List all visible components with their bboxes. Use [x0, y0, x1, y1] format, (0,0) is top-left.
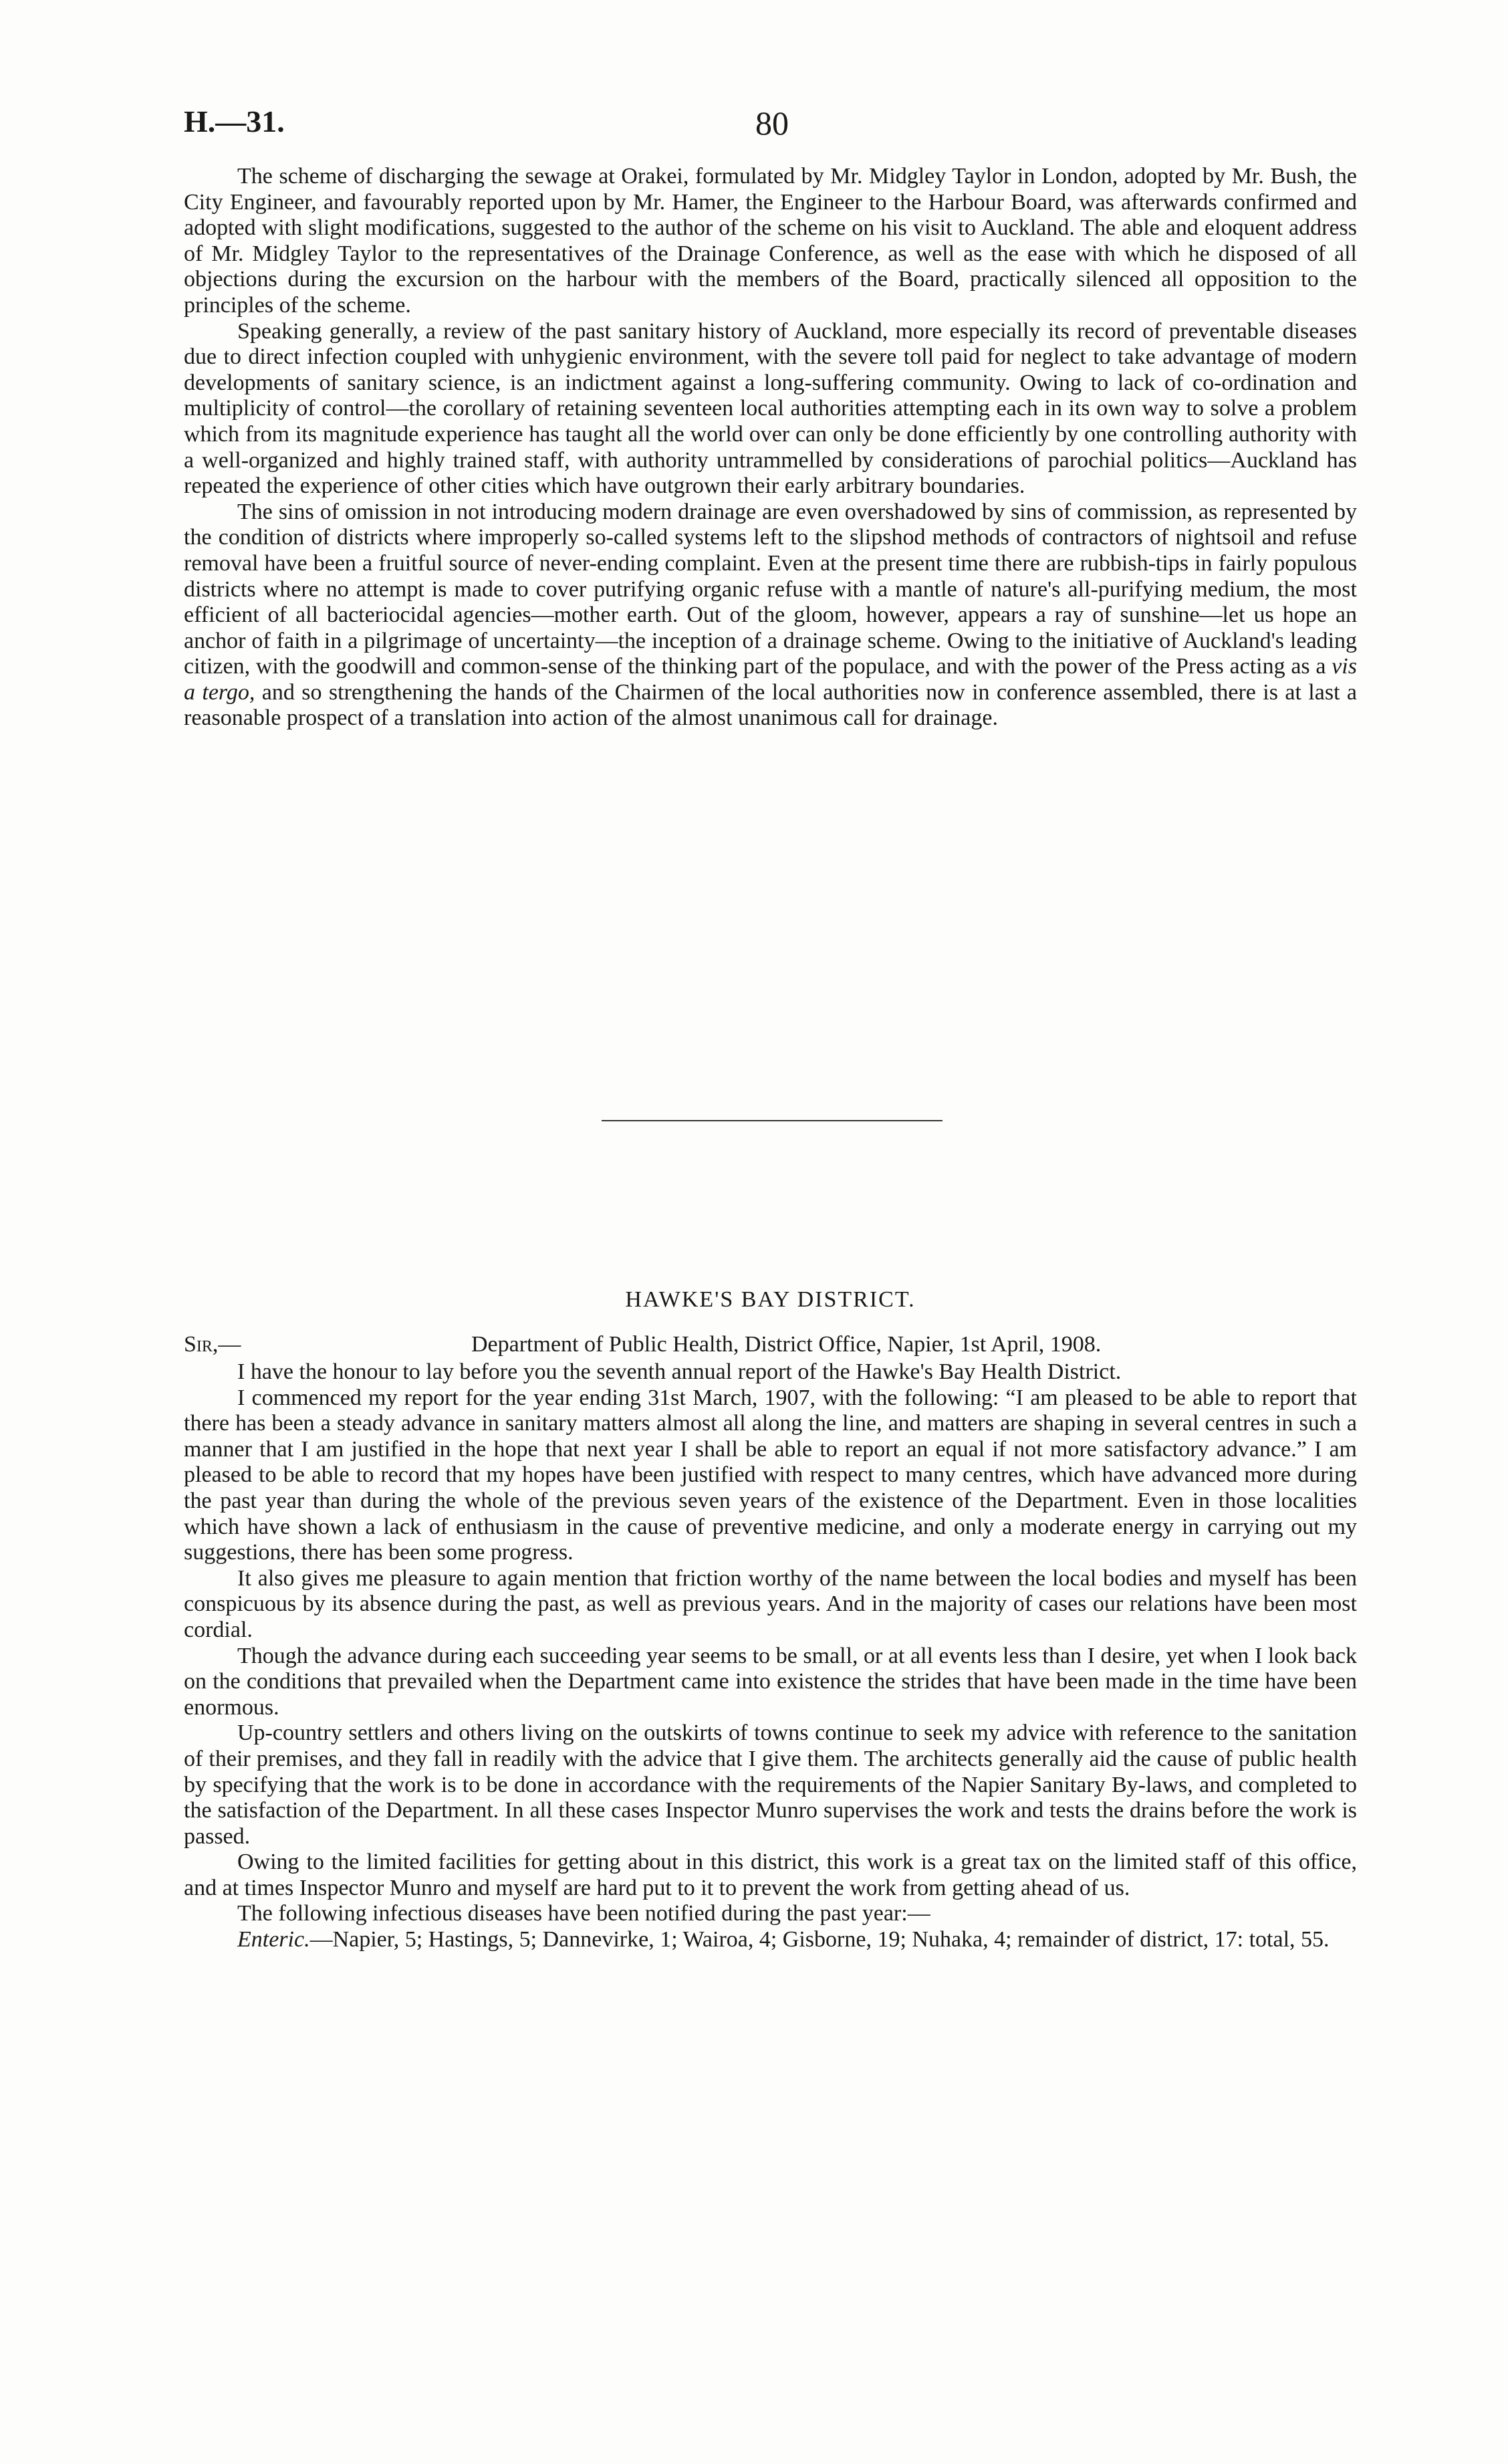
disease-label: Enteric. — [237, 1927, 310, 1952]
document-code: H.—31. — [184, 104, 285, 138]
dateline: Department of Public Health, District Office, Napier, 1st April, 1908. — [471, 1332, 1102, 1357]
latin-phrase: vis a tergo, — [184, 654, 1357, 705]
paragraph: Though the advance during each succeeding year seems to be small, or at all events less than I desire, yet when I look back on the conditions that prevailed when the Department came into existence the strides that have been made in the time have been enormous. — [184, 1643, 1357, 1720]
salutation: Sir,— — [184, 1332, 241, 1357]
hawkes-bay-report-section — [184, 1359, 1357, 1953]
paragraph: The scheme of discharging the sewage at Orakei, formulated by Mr. Midgley Taylor in London, adopted by Mr. Bush, the City Engineer, and favourably reported upon by Mr. Hamer, the Engineer to the Harbour Board, was afterwards confirmed and adopted with slight modifications, suggested to the author of the scheme on his visit to Auckland. The able and eloquent address of Mr. Midgley Taylor to the representatives of the Drainage Conference, as well as the ease with which he disposed of all objections during the excursion on the harbour with the members of the Board, practically silenced all opposition to the principles of the scheme. — [184, 164, 1357, 318]
section-divider — [602, 1120, 943, 1121]
paragraph: The following infectious diseases have been notified during the past year:— — [237, 1901, 930, 1926]
paragraph: I have the honour to lay before you the seventh annual report of the Hawke's Bay Health District. — [237, 1359, 1122, 1384]
paragraph: Up-country settlers and others living on the outskirts of towns continue to seek my advice with reference to the sanitation of their premises, and they fall in readily with the advice that I give them. The architects generally aid the cause of public health by specifying that the work is to be done in accordance with the requirements of the Napier Sanitary By-laws, and completed to the satisfaction of the Department. In all these cases Inspector Munro supervises the work and tests the drains before the work is passed. — [184, 1720, 1357, 1849]
page-number: 80 — [755, 104, 789, 142]
auckland-report-section — [184, 164, 1357, 732]
paragraph: It also gives me pleasure to again mention that friction worthy of the name between the local bodies and myself has been conspicuous by its absence during the past, as well as previous years. And in the majority of cases our relations have been most cordial. — [184, 1565, 1357, 1642]
paragraph: I commenced my report for the year ending 31st March, 1907, with the following: “I am pleased to be able to report that there has been a steady advance in sanitary matters almost all along the line, and matters are shaping in several centres in such a manner that I am justified in the hope that next year I shall be able to report an equal if not more satisfactory advance.” I am pleased to be able to record that my hopes have been justified with respect to many centres, which have advanced more during the past year than during the whole of the previous seven years of the existence of the Department. Even in those localities which have shown a lack of enthusiasm in the cause of preventive medicine, and only a moderate energy in carrying out my suggestions, there has been some progress. — [184, 1385, 1357, 1565]
page-header — [184, 104, 1374, 150]
paragraph-text: The sins of omission in not introducing modern drainage are even overshadowed by sins of commission, as represented by the condition of districts where improperly so-called systems left to the slipshod methods of contractors of nightsoil and refuse removal have been a fruitful source of never-ending complaint. Even at the present time there are rubbish-tips in fairly populous districts where no attempt is made to cover putrifying organic refuse with a mantle of nature's all-purifying medium, the most efficient of all bacteriocidal agencies—mother earth. Out of the gloom, however, appears a ray of sunshine—let us hope an anchor of faith in a pilgrimage of uncertainty—the inception of a drainage scheme. Owing to the initiative of Auckland's leading citizen, with the goodwill and common-sense of the thinking part of the populace, and with the power of the Press acting as a — [184, 499, 1357, 679]
paragraph-with-italic — [184, 499, 1357, 732]
letter-address-line — [184, 1332, 1357, 1359]
section-title: HAWKE'S BAY DISTRICT. — [625, 1287, 916, 1312]
disease-counts: —Napier, 5; Hastings, 5; Dannevirke, 1; Wairoa, 4; Gisborne, 19; Nuhaka, 4; remainder of district, 17: total, 55. — [309, 1927, 1330, 1952]
paragraph-text: and so strengthening the hands of the Chairmen of the local authorities now in conference assembled, there is at last a reasonable prospect of a translation into action of the almost unanimous call for drainage. — [184, 679, 1357, 731]
disease-notification-line — [184, 1927, 1357, 1953]
paragraph: Speaking generally, a review of the past sanitary history of Auckland, more especially its record of preventable diseases due to direct infection coupled with unhygienic environment, with the severe toll paid for neglect to take advantage of modern developments of sanitary science, is an indictment against a long-suffering community. Owing to lack of co-ordination and multiplicity of control—the corollary of retaining seventeen local authorities attempting each in its own way to solve a problem which from its magnitude experience has taught all the world over can only be done efficiently by one controlling authority with a well-organized and highly trained staff, with authority untrammelled by considerations of parochial politics—Auckland has repeated the experience of other cities which have outgrown their early arbitrary boundaries. — [184, 318, 1357, 499]
paragraph: Owing to the limited facilities for getting about in this district, this work is a great tax on the limited staff of this office, and at times Inspector Munro and myself are hard put to it to prevent the work from getting ahead of us. — [184, 1850, 1357, 1900]
